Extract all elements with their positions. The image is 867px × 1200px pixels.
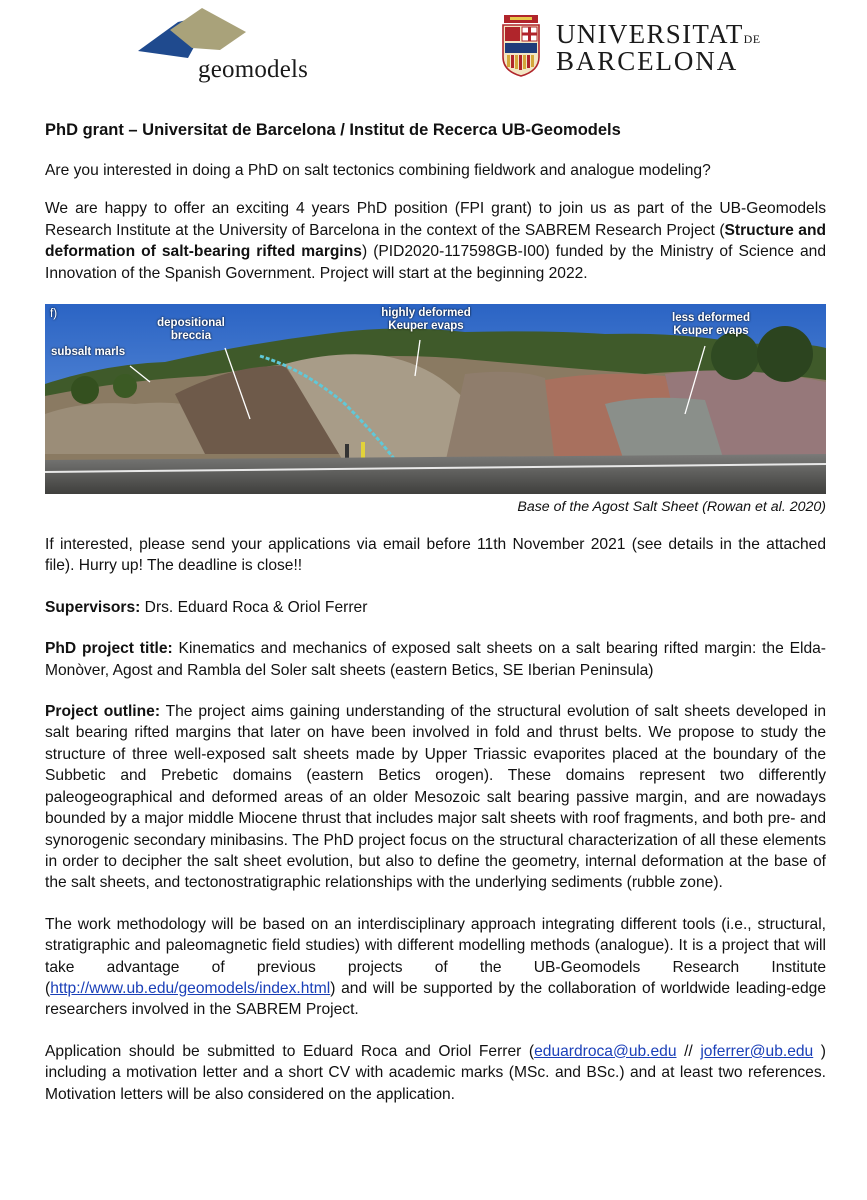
photo-label-breccia-line-2: breccia bbox=[170, 330, 212, 343]
methodology-text-2: ) and will be supported by the collaboration of worldwide leading-edge researchers involved in the SABREM Project. bbox=[45, 979, 826, 1019]
project-outline-paragraph bbox=[45, 701, 826, 894]
ub-logo-line-2: BARCELONA bbox=[556, 46, 739, 76]
project-title-label: PhD project title: bbox=[45, 640, 173, 658]
intro-paragraph bbox=[45, 198, 826, 284]
photo-label-highly-line-2: Keuper evaps bbox=[388, 320, 464, 333]
application-text-1: Application should be submitted to Eduard Roca and Oriol Ferrer ( bbox=[45, 1042, 535, 1060]
photo-caption: Base of the Agost Salt Sheet (Rowan et al. 2020) bbox=[517, 499, 826, 516]
photo-label-subsalt: subsalt marls bbox=[51, 346, 126, 359]
photo-label-highly-deformed bbox=[371, 307, 481, 333]
methodology-paragraph bbox=[45, 914, 826, 1021]
project-outline-label: Project outline: bbox=[45, 703, 161, 721]
ub-logo-word-universitat: UNIVERSITAT bbox=[556, 19, 744, 49]
email-link-oriol-ferrer[interactable]: joferrer@ub.edu bbox=[700, 1042, 814, 1060]
outcrop-photo bbox=[45, 304, 826, 494]
photo-label-breccia bbox=[151, 317, 231, 343]
ub-crest-icon bbox=[500, 15, 542, 77]
geomodels-logo-text: geomodels bbox=[198, 56, 309, 83]
photo-label-less-line-2: Keuper evaps bbox=[673, 325, 749, 338]
photo-panel-letter: f) bbox=[50, 308, 58, 321]
document-title: PhD grant – Universitat de Barcelona / Institut de Recerca UB-Geomodels bbox=[45, 121, 621, 139]
email-link-eduard-roca[interactable]: eduardroca@ub.edu bbox=[534, 1042, 677, 1060]
photo-label-less-deformed bbox=[661, 312, 761, 338]
application-text-2: ) including a motivation letter and a short CV with academic marks (MSc. and BSc.) and at least two references. Motivation letters will be also considered on the application. bbox=[45, 1042, 826, 1103]
application-paragraph bbox=[45, 1041, 826, 1105]
ub-logo-word-de: DE bbox=[743, 32, 761, 46]
document-body bbox=[45, 120, 826, 1125]
photo-label-less-line-1: less deformed bbox=[672, 312, 750, 325]
supervisors bbox=[45, 597, 826, 618]
supervisors-text: Drs. Eduard Roca & Oriol Ferrer bbox=[140, 598, 368, 616]
photo-label-breccia-line-1: depositional bbox=[157, 317, 225, 330]
email-separator: // bbox=[676, 1042, 701, 1060]
apply-note: If interested, please send your applications via email before 11th November 2021 (see details in the attached file). Hurry up! The deadline is close!! bbox=[45, 536, 826, 575]
intro-question: Are you interested in doing a PhD on salt tectonics combining fieldwork and analogue modeling? bbox=[45, 162, 711, 179]
project-title-text: Kinematics and mechanics of exposed salt sheets on a salt bearing rifted margin: the Elda-Monòver, Agost and Rambla del Soler salt sheets (eastern Betics, SE Iberian Peninsula) bbox=[45, 640, 826, 679]
intro-text-1: We are happy to offer an exciting 4 years PhD position (FPI grant) to join us as part of the UB-Geomodels Research Institute at the University of Barcelona in the context of the SABREM Research Project ( bbox=[45, 200, 826, 239]
photo-label-highly-line-1: highly deformed bbox=[381, 307, 471, 320]
supervisors-label: Supervisors: bbox=[45, 598, 141, 616]
intro-text-2: ) (PID2020-117598GB-I00) funded by the Ministry of Science and Innovation of the Spanish Government. Project will start at the beginning 2022. bbox=[45, 243, 826, 282]
project-title-paragraph bbox=[45, 638, 826, 681]
project-name-bold: Structure and deformation of salt-bearing rifted margins bbox=[45, 221, 827, 261]
geomodels-website-link[interactable]: http://www.ub.edu/geomodels/index.html bbox=[50, 979, 331, 997]
project-outline-text: The project aims gaining understanding of the structural evolution of salt sheets developed in salt bearing rifted margins that later on have been involved in fold and thrust belts. We propose to study the structure of three well-exposed salt sheets made by Upper Triassic evaporites placed at the boundary of the Subbetic and Prebetic domains (eastern Betics orogen). These domains represent two differently paleogeographical and deformed areas of an older Mesozoic salt bearing passive margin, and are nowadays bounded by a major middle Miocene thrust that includes major salt sheets with roof fragments, and both pre- and synorogenic secondary minibasins. The PhD project focus on the structural characterization of all these elements in order to decipher the salt sheet evolution, but also to define the geometry, internal deformation at the base of the salt sheets, and tectonostratigraphic relationships with the underlying sediments (rubble zone). bbox=[45, 703, 827, 892]
methodology-text-1: The work methodology will be based on an interdisciplinary approach integrating different tools (i.e., structural, stratigraphic and paleomagnetic field studies) with different modelling methods (analogue). It is a project that will take advantage of previous projects of the UB-Geomodels Research Institute ( bbox=[45, 915, 826, 997]
